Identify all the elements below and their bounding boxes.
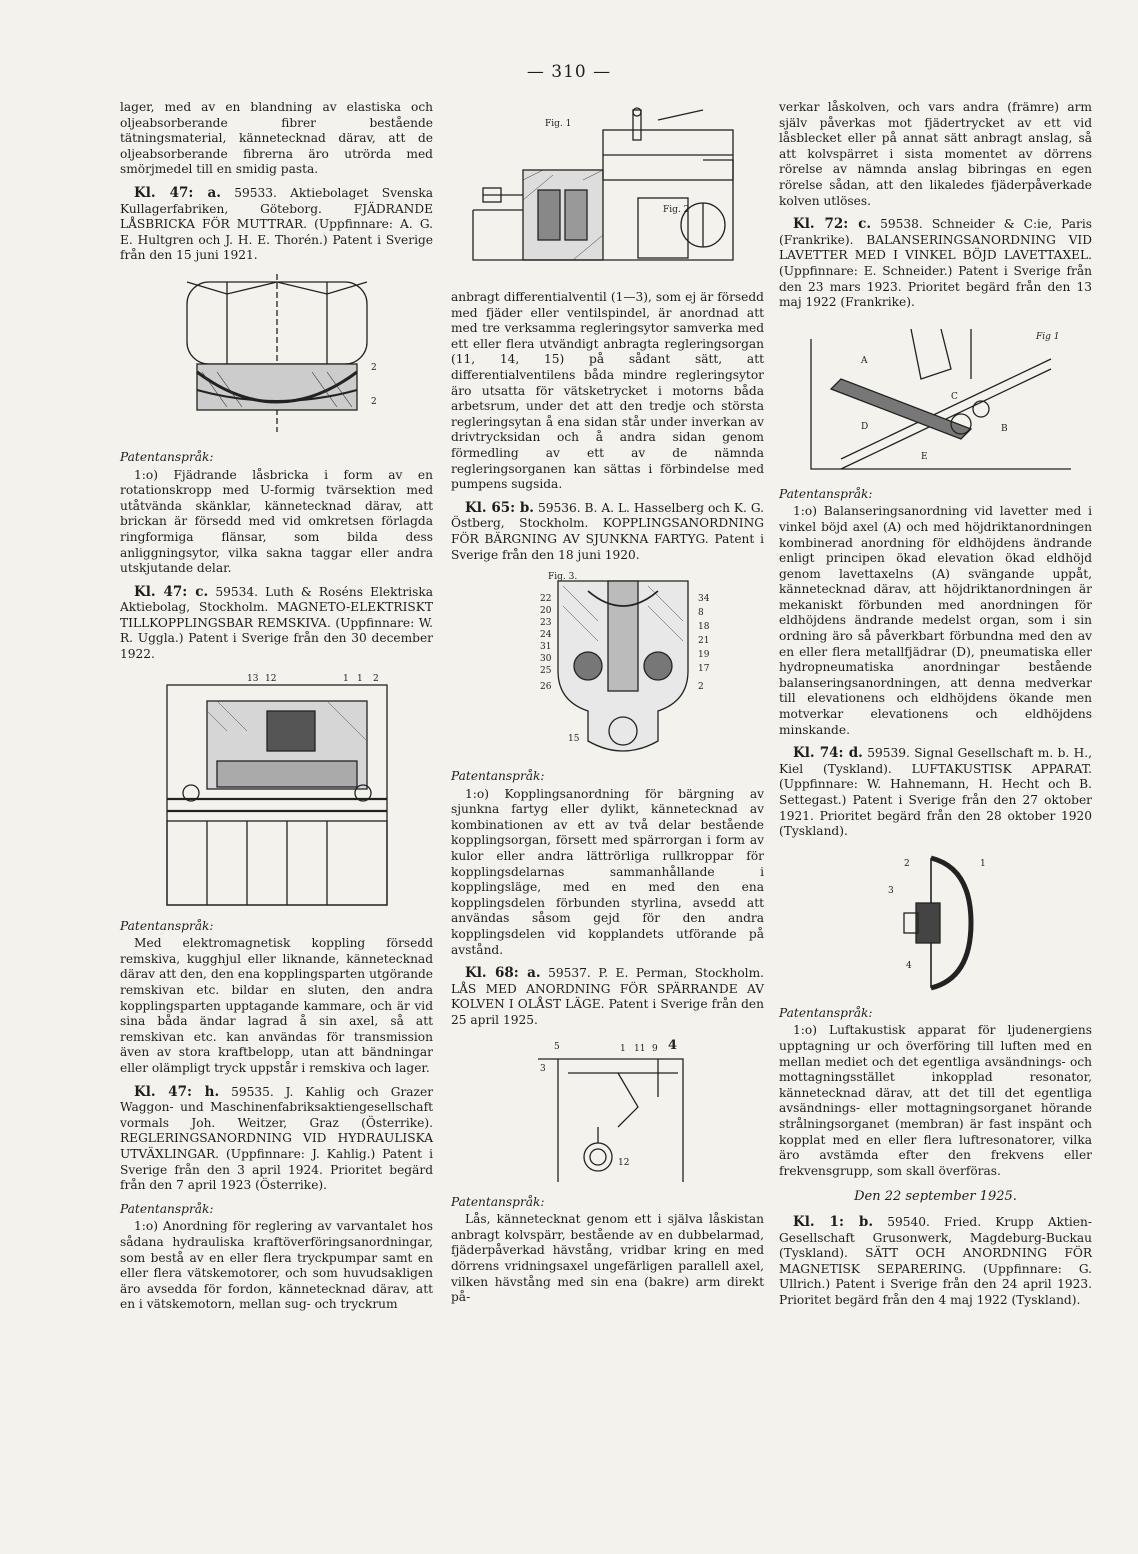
- patent-entry-59540: [779, 1215, 1092, 1309]
- figure-label: 2: [370, 396, 377, 407]
- figure-label: 1: [356, 673, 363, 684]
- figure-lock: [508, 1037, 708, 1187]
- figure-label: 20: [539, 606, 551, 617]
- patent-entry-59538: [779, 217, 1092, 311]
- figure-label: Fig. 3.: [547, 572, 577, 583]
- column-3: [779, 100, 1092, 1316]
- figure-label: Fig. 2: [662, 205, 689, 215]
- claim-text: 1:o) Anordning för reglering av varvantalet hos sådana hydrauliska kraftöverföringsanordningar, som bestå av en eller flera tryckpumpar samt en eller flera vätskemotorer, och som huvudsakligen äro avsedda för fordon, kännetecknad därav, att en i vätskemotorn, mellan sug- och tryckrum: [120, 1219, 433, 1312]
- patent-entry-59535: [120, 1085, 433, 1194]
- figure-acoustic-apparatus: [876, 848, 996, 998]
- figure-label: B: [1000, 423, 1008, 434]
- claim-heading: Patentanspråk:: [120, 449, 214, 464]
- claim-text: 1:o) Balanseringsanordning vid lavetter med i vinkel böjd axel (A) och med höjdriktanordningen kombinerad anordning för eldhöjdens ändrande enligt principen ökad elevation ökad eldhöjd genom lavettaxelns (A) svängande uppåt, kännetecknad därav, att höjdriktanordningen är mekaniskt förbunden med anordningen för eldhöjdens ändrande medelst organ, som i sin ordning äro så påverkbart förbundna med den av en eller flera metallfjädrar (D), pneumatiska eller hydropneumatiska anordningar bestående balanseringsanordningen, att denna medverkar till elevationens och eldhöjdens ökande men motverkar elevationens och eldhöjdens minskande.: [779, 504, 1092, 737]
- figure-label: 30: [539, 654, 551, 665]
- page-number: — 310 —: [526, 62, 612, 82]
- entry-text: 59537. P. E. Perman, Stockholm. LÅS MED ANORDNING FÖR SPÄRRANDE AV KOLVEN I OLÅST LÄGE. Patent i Sverige från den 25 april 1925.: [451, 966, 765, 1027]
- entry-text: 59534. Luth & Roséns Elektriska Aktiebolag, Stockholm. MAGNETO-ELEKTRISKT TILLKOPPLINGSBAR REMSKIVA. (Uppfinnare: W. R. Uggla.) Patent i Sverige från den 30 december 1922.: [120, 584, 434, 662]
- figure-label: 34: [697, 594, 709, 605]
- claim-heading: Patentanspråk:: [779, 486, 873, 501]
- claim-text: 1:o) Kopplingsanordning för bärgning av sjunkna fartyg eller dylikt, kännetecknad av kombinationen av ett av två delar bestående kopplingsorgan, försett med spärrorgan i form av kulor eller andra lättrörliga rullkroppar för kopplingsdelarnas sammanhållande i kopplingsläge, med en med den ena kopplingsdelen förbunden styrlina, avsedd att användas såsom gejd för den andra kopplingsdelen vid kopplandets utförande på avstånd.: [451, 786, 764, 957]
- figure-label: Fig. 1: [544, 119, 571, 129]
- claim-text: 1:o) Fjädrande låsbricka i form av en rotationskropp med U-formig tvärsektion med utåtvända skänklar, kännetecknad därav, att brickan är försedd med vid omkretsen förlagda ringformiga flänsar, som bilda dess anliggningsytor, vilka sakna taggar eller andra utskjutande delar.: [120, 467, 433, 576]
- figure-label: 25: [539, 666, 551, 677]
- claim-heading: Patentanspråk:: [451, 1194, 545, 1209]
- figure-label: 3: [887, 885, 894, 896]
- figure-label: 2: [372, 673, 379, 684]
- figure-label: 1: [979, 858, 986, 869]
- figure-label: 1: [619, 1043, 626, 1054]
- figure-label: 12: [264, 673, 276, 684]
- figure-label: 8: [697, 608, 704, 619]
- figure-label: 3: [539, 1063, 546, 1074]
- date-heading: Den 22 september 1925.: [854, 1189, 1017, 1205]
- claim-text: Med elektromagnetisk koppling försedd remskiva, kugghjul eller liknande, kännetecknad därav att den, den ena kopplingsparten utgörande remskivan etc. bildar en sluten, den andra kopplingsparten upptagande kammare, och är vid sina båda ändar lagrad å sin axel, så att remskivan etc. kan användas för transmission även av stora kraftbelopp, utan att bändningar eller olämpligt tryck uppstår i remskiva och lager.: [120, 936, 433, 1075]
- figure-label: 5: [553, 1041, 560, 1052]
- figure-label: 2: [903, 858, 910, 869]
- paragraph-continued: lager, med av en blandning av elastiska och oljeabsorberande fibrer bestående tätningsmaterial, kännetecknad därav, att de oljeabsorberande fibrerna äro utrörda med smörjmedel till en smidig pasta.: [120, 100, 433, 177]
- figure-label: 2: [697, 682, 704, 693]
- entry-text: 59536. B. A. L. Hasselberg och K. G. Östberg, Stockholm. KOPPLINGSANORDNING FÖR BÄRGNING AV SJUNKNA FARTYG. Patent i Sverige från den 18 juni 1920.: [451, 500, 765, 562]
- class-label: Kl. 47: h.: [134, 1083, 220, 1100]
- figure-pulley: [147, 671, 407, 911]
- figure-label: 18: [697, 622, 709, 633]
- class-label: Kl. 1: b.: [793, 1213, 874, 1230]
- figure-label: 2: [370, 362, 377, 373]
- figure-label: 15: [567, 734, 579, 745]
- figure-label: 1: [342, 673, 349, 684]
- figure-label: 31: [539, 642, 551, 653]
- class-label: Kl. 47: a.: [134, 184, 221, 201]
- patent-entry-59536: [451, 501, 764, 563]
- figure-lock-washer: [167, 272, 387, 442]
- figure-label: 26: [539, 682, 551, 693]
- figure-label: Fig 1: [1035, 331, 1059, 342]
- figure-label: 23: [539, 618, 551, 629]
- figure-label: 4: [905, 960, 912, 971]
- column-2: [451, 100, 764, 1314]
- figure-label: 11: [633, 1043, 645, 1054]
- figure-label: 22: [539, 594, 551, 605]
- claim-heading: Patentanspråk:: [779, 1005, 873, 1020]
- class-label: Kl. 65: b.: [465, 499, 535, 516]
- claim-text: 1:o) Luftakustisk apparat för ljudenergiens upptagning ur och överföring till luften med en mellan mediet och det egentliga avsändnings- och mottagningsstället inkopplad resonator, kännetecknad därav, att det till det egentliga avsändnings- eller mottagningsorganet hörande strålningsorganet (membran) är fast inspänt och kopplat med en eller flera luftresonatorer, vilka äro avstämda efter den frekvens eller frekvensgrupp, som skall överföras.: [779, 1023, 1092, 1178]
- figure-label: 21: [697, 636, 709, 647]
- figure-label: 17: [697, 664, 709, 675]
- class-label: Kl. 47: c.: [134, 583, 209, 600]
- claim-heading: Patentanspråk:: [120, 1201, 214, 1216]
- figure-label: D: [860, 421, 868, 432]
- claim-heading: Patentanspråk:: [451, 769, 545, 784]
- figure-gun-carriage: [801, 319, 1071, 479]
- figure-label: E: [920, 451, 928, 462]
- class-label: Kl. 74: d.: [793, 745, 863, 762]
- figure-label: A: [860, 355, 867, 366]
- claim-text: Lås, kännetecknat genom ett i själva låskistan anbragt kolvspärr, bestående av en dubbelarmad, fjäderpåverkad hävstång, vridbar kring en med dörrens vridningsaxel ungefärligen parallell axel, vilken hävstång med sin ena (bakre) arm direkt på-: [451, 1212, 764, 1305]
- figure-label: 24: [539, 630, 551, 641]
- class-label: Kl. 68: a.: [465, 965, 541, 982]
- patent-entry-59533: [120, 186, 433, 264]
- figure-label: 13: [246, 673, 258, 684]
- figure-label: C: [950, 391, 958, 402]
- patent-entry-59534: [120, 585, 433, 663]
- patent-entry-59539: [779, 746, 1092, 840]
- entry-text: 59538. Schneider & C:ie, Paris (Frankrike). BALANSERINGSANORDNING VID LAVETTER MED I VINKEL BÖJD LAVETTAXEL. (Uppfinnare: E. Schneider.) Patent i Sverige från den 23 mars 1923. Prioritet begärd från den 13 maj 1922 (Frankrike).: [779, 217, 1092, 310]
- patent-entry-59537: [451, 966, 764, 1028]
- entry-text: 59533. Aktiebolaget Svenska Kullagerfabriken, Göteborg. FJÄDRANDE LÅSBRICKA FÖR MUTTRAR. (Uppfinnare: A. G. E. Hultgren och J. H. E. Thorén.) Patent i Sverige från den 15 juni 1921.: [120, 185, 433, 263]
- entry-text: 59539. Signal Gesellschaft m. b. H., Kiel (Tyskland). LUFTAKUSTISK APPARAT. (Uppfinnare: W. Hahnemann, H. Hecht och B. Settegast.) Patent i Sverige från den 27 oktober 1921. Prioritet begärd från den 28 oktober 1920 (Tyskland).: [779, 746, 1092, 839]
- paragraph-continued: anbragt differentialventil (1—3), som ej är försedd med fjäder eller ventilspindel, är anordnad att med tre verksamma regleringsytor samverka med ett eller flera utvändigt anbragta regleringsorgan (11, 14, 15) på sådant sätt, att differentialventilens båda mindre regleringsytor äro utsatta för vätsketrycket i motorns båda arbetsrum, under det att den tredje och största regleringsytan å ena sidan står under inverkan av drivtrycksidan och å andra sidan genom förmedling av ett av de nämnda regleringsorganen kan sättas i förbindelse med pumpens sugsida.: [451, 290, 764, 492]
- figure-label: 19: [697, 650, 709, 661]
- column-1: [120, 100, 433, 1321]
- figure-label: 12: [617, 1157, 629, 1168]
- figure-label: 9: [651, 1043, 658, 1054]
- paragraph-continued: verkar låskolven, och vars andra (främre) arm själv påverkas mot fjädertrycket av ett vid låsblecket eller på annat sätt anbragt anslag, så att kolvspärret i sista momentet av dörrens rörelse av nämnda anslag bibringas en egen rörelse sådan, att den likaledes fjäderpåverkade kolven utlöses.: [779, 100, 1092, 208]
- figure-coupling: [488, 571, 728, 761]
- claim-heading: Patentanspråk:: [120, 918, 214, 933]
- entry-text: 59535. J. Kahlig och Grazer Waggon- und Maschinenfabriksaktiengesellschaft vormals Joh. Weitzer, Graz (Österrike). REGLERINGSANORDNING VID HYDRAULISKA UTVÄXLINGAR. (Uppfinnare: J. Kahlig.) Patent i Sverige från den 3 april 1924. Prioritet begärd från den 7 april 1923 (Österrike).: [120, 1084, 434, 1193]
- class-label: Kl. 72: c.: [793, 216, 872, 233]
- figure-label: 4: [667, 1037, 677, 1053]
- entry-text: 59540. Fried. Krupp Aktien-Gesellschaft Grusonwerk, Magdeburg-Buckau (Tyskland). SÄTT OCH ANORDNING FÖR MAGNETISK SEPARERING. (Uppfinnare: G. Ullrich.) Patent i Sverige från den 24 april 1923. Prioritet begärd från den 4 maj 1922 (Tyskland).: [779, 1214, 1092, 1307]
- figure-hydraulic-regulator: [453, 100, 763, 282]
